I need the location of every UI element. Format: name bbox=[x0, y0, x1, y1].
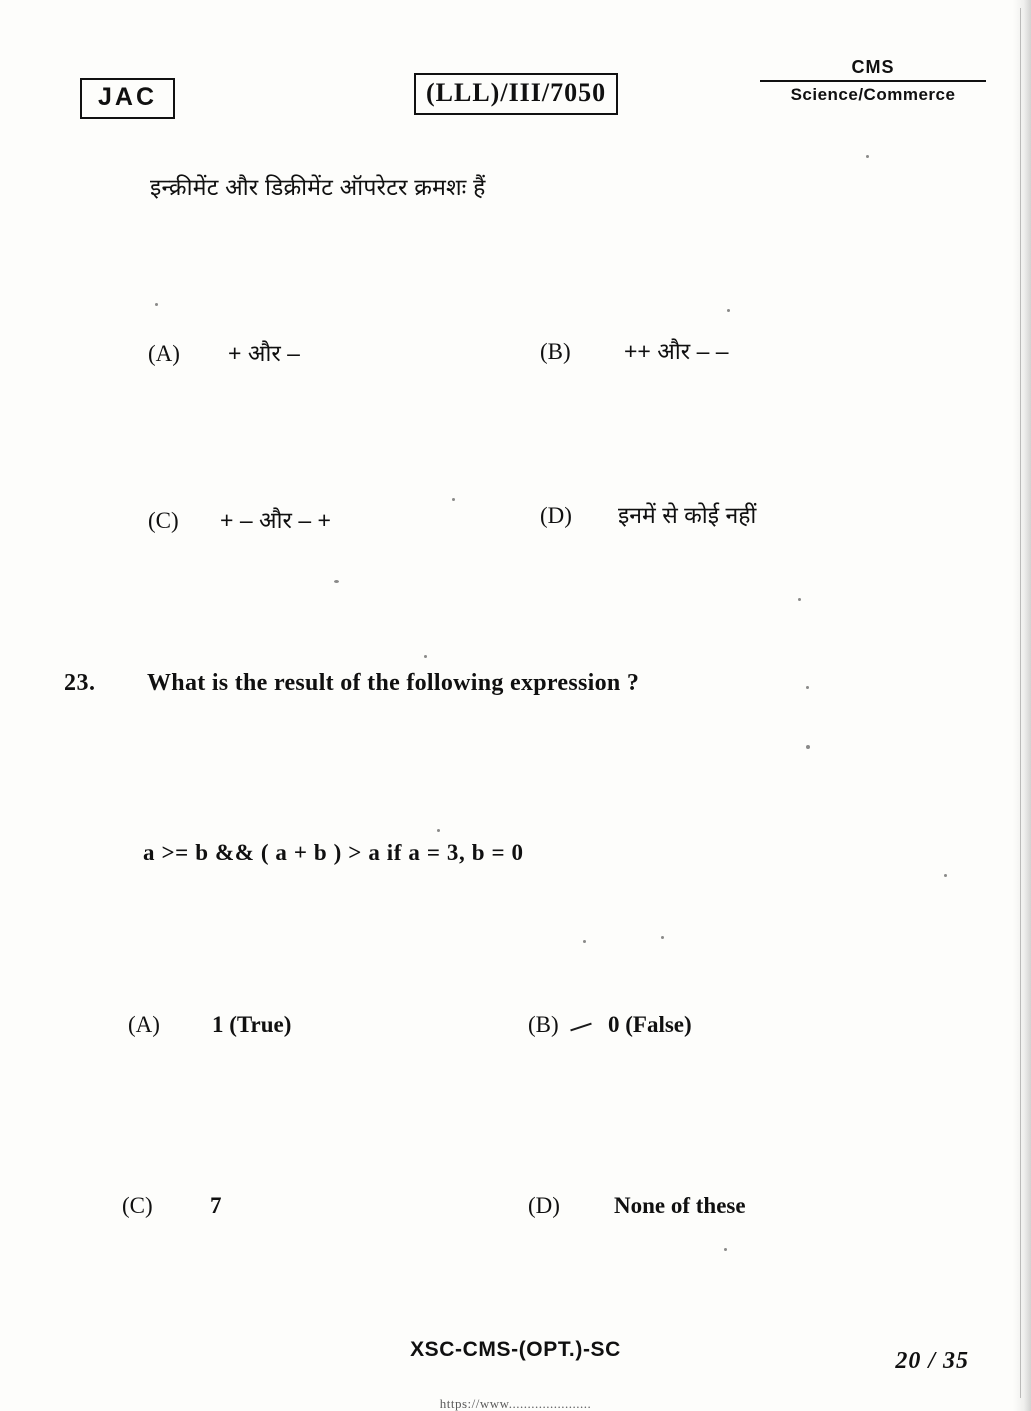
option-row bbox=[528, 1193, 746, 1219]
option-tag: (B) bbox=[540, 339, 571, 364]
scan-edge-line bbox=[1020, 8, 1021, 1398]
option-tag: (B) bbox=[528, 1012, 559, 1037]
option-text: + और – bbox=[228, 340, 300, 366]
option-text: इनमें से कोई नहीं bbox=[618, 502, 757, 528]
option-tag: (A) bbox=[128, 1012, 160, 1037]
option-tag: (C) bbox=[122, 1193, 153, 1218]
scan-speck bbox=[334, 580, 339, 583]
scan-speck bbox=[806, 745, 810, 749]
page-number: 20 / 35 bbox=[895, 1348, 969, 1374]
scan-speck bbox=[155, 303, 158, 306]
scan-speck bbox=[727, 309, 730, 312]
option-text: + – और – + bbox=[220, 507, 331, 533]
scan-speck bbox=[944, 874, 947, 877]
header-rule bbox=[760, 80, 986, 82]
bottom-url: https://www...................... bbox=[439, 1396, 592, 1411]
question-stem-english: What is the result of the following expression ? bbox=[147, 670, 640, 696]
board-logo-jac: JAC bbox=[80, 78, 175, 119]
option-row bbox=[540, 498, 756, 530]
scan-speck bbox=[661, 936, 664, 939]
option-text: ++ और – – bbox=[624, 338, 729, 364]
option-row bbox=[122, 1193, 222, 1219]
exam-stream-header bbox=[760, 56, 986, 105]
option-text: 0 (False) bbox=[608, 1012, 692, 1037]
option-tag: (D) bbox=[528, 1193, 560, 1218]
paper-code-box: (LLL)/III/7050 bbox=[414, 73, 618, 115]
scan-speck bbox=[798, 598, 801, 601]
option-row bbox=[148, 503, 331, 535]
scan-speck bbox=[437, 829, 440, 832]
scan-speck bbox=[806, 686, 809, 689]
option-tag: (A) bbox=[148, 341, 180, 366]
scan-edge-shadow bbox=[1013, 0, 1031, 1411]
option-text: None of these bbox=[614, 1193, 746, 1218]
option-text: 7 bbox=[210, 1193, 222, 1218]
footer-paper-series: XSC-CMS-(OPT.)-SC bbox=[410, 1338, 621, 1361]
question-expression: a >= b && ( a + b ) > a if a = 3, b = 0 bbox=[143, 840, 524, 865]
option-row bbox=[128, 1012, 291, 1038]
scan-speck bbox=[724, 1248, 727, 1251]
scan-speck bbox=[424, 655, 427, 658]
option-row bbox=[540, 334, 729, 366]
option-text: 1 (True) bbox=[212, 1012, 292, 1037]
option-row bbox=[148, 336, 300, 368]
exam-label: CMS bbox=[851, 57, 895, 77]
question-stem-hindi: इन्क्रीमेंट और डिक्रीमेंट ऑपरेटर क्रमशः हैं bbox=[150, 174, 486, 200]
option-tag: (D) bbox=[540, 503, 572, 528]
option-row bbox=[528, 1012, 692, 1038]
scan-speck bbox=[583, 940, 586, 943]
scan-speck bbox=[866, 155, 869, 158]
question-number: 23. bbox=[64, 670, 96, 696]
option-tag: (C) bbox=[148, 508, 179, 533]
stream-label: Science/Commerce bbox=[790, 84, 956, 104]
scan-speck bbox=[452, 498, 455, 501]
